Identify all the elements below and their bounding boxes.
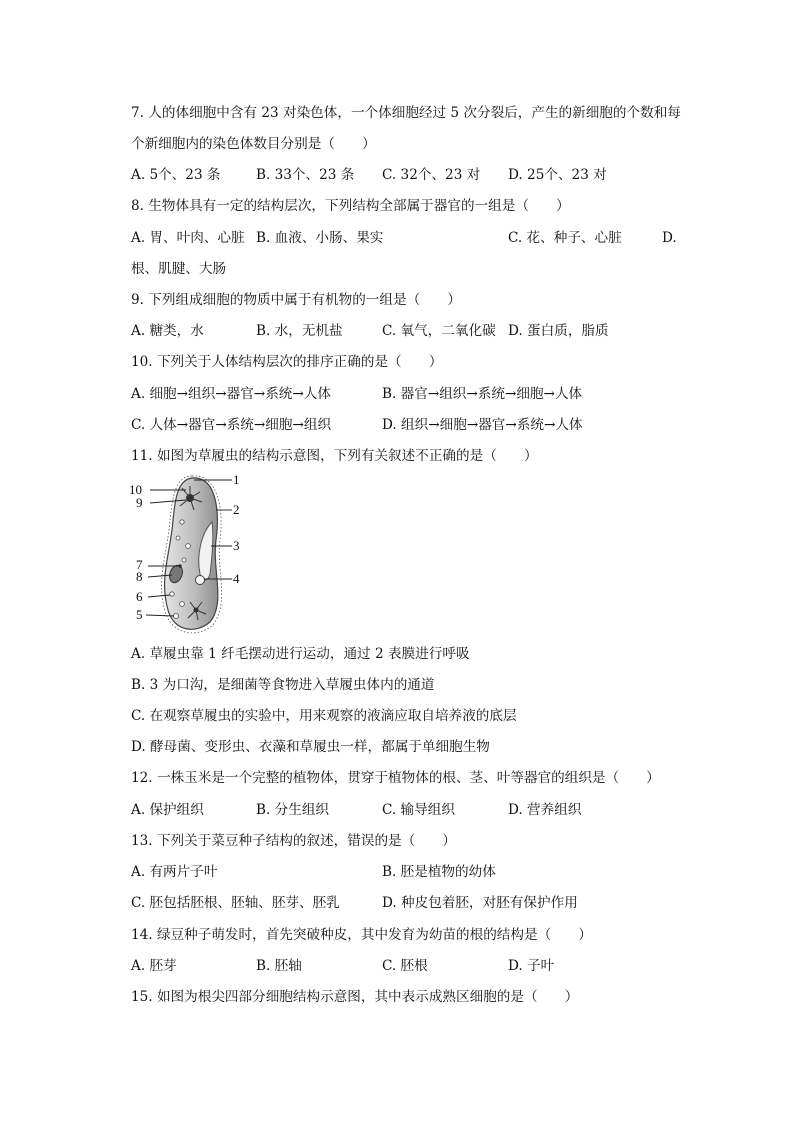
q14-stem: 14. 绿豆种子萌发时，首先突破种皮，其中发育为幼苗的根的结构是（ ） (131, 927, 592, 943)
q8-option-c: C. 花、种子、心脏 (508, 230, 622, 246)
q8-option-a: A. 胃、叶肉、心脏 (131, 230, 245, 246)
cytostome (196, 576, 205, 585)
q13-option-a: A. 有两片子叶 (131, 864, 218, 880)
micronucleus (178, 564, 181, 567)
q7-option-c: C. 32个、23 对 (382, 167, 481, 183)
q15-stem: 15. 如图为根尖四部分细胞结构示意图，其中表示成熟区细胞的是（ ） (131, 989, 579, 1005)
q13-option-c: C. 胚包括胚根、胚轴、胚芽、胚乳 (131, 895, 340, 911)
q9-stem: 9. 下列组成细胞的物质中属于有机物的一组是（ ） (131, 292, 461, 308)
figure-label-8: 8 (136, 569, 143, 584)
q9-option-d: D. 蛋白质，脂质 (508, 323, 609, 339)
q11-stem: 11. 如图为草履虫的结构示意图，下列有关叙述不正确的是（ ） (131, 448, 538, 464)
q9-option-b: B. 水，无机盐 (256, 323, 343, 339)
figure-label-3: 3 (233, 538, 240, 553)
q9-option-c: C. 氧气，二氧化碳 (382, 323, 496, 339)
q11-option-b: B. 3 为口沟，是细菌等食物进入草履虫体内的通道 (131, 677, 435, 693)
q8-option-d-continued: 根、肌腱、大肠 (131, 261, 227, 277)
q11-option-a: A. 草履虫靠 1 纤毛摆动进行运动，通过 2 表膜进行呼吸 (131, 646, 470, 662)
q7-option-b: B. 33个、23 条 (256, 167, 355, 183)
figure-label-6: 6 (136, 589, 143, 604)
q12-option-d: D. 营养组织 (508, 802, 582, 818)
figure-label-7: 7 (136, 557, 143, 572)
q14-option-b: B. 胚轴 (256, 958, 302, 974)
q14-option-a: A. 胚芽 (131, 958, 177, 974)
q12-option-a: A. 保护组织 (131, 802, 204, 818)
q12-option-b: B. 分生组织 (256, 802, 330, 818)
q11-option-d: D. 酵母菌、变形虫、衣藻和草履虫一样，都属于单细胞生物 (131, 739, 490, 755)
q12-stem: 12. 一株玉米是一个完整的植物体，贯穿于植物体的根、茎、叶等器官的组织是（ ） (131, 770, 660, 786)
figure-label-1: 1 (233, 472, 240, 487)
paramecium-figure (120, 470, 260, 640)
q10-option-c: C. 人体→器官→系统→细胞→组织 (131, 417, 332, 433)
q7-option-d: D. 25个、23 对 (508, 167, 607, 183)
q13-option-d: D. 种皮包着胚，对胚有保护作用 (382, 895, 578, 911)
q10-option-b: B. 器官→组织→系统→细胞→人体 (382, 386, 583, 402)
figure-label-10: 10 (129, 482, 142, 497)
q7-stem-line1: 7. 人的体细胞中含有 23 对染色体，一个体细胞经过 5 次分裂后，产生的新细胞的个数和每 (131, 105, 681, 121)
q14-option-c: C. 胚根 (382, 958, 428, 974)
q10-option-a: A. 细胞→组织→器官→系统→人体 (131, 386, 331, 402)
q9-option-a: A. 糖类，水 (131, 323, 204, 339)
q12-option-c: C. 输导组织 (382, 802, 455, 818)
figure-label-5: 5 (136, 607, 143, 622)
q8-option-b: B. 血液、小肠、果实 (256, 230, 384, 246)
q10-option-d: D. 组织→细胞→器官→系统→人体 (382, 417, 583, 433)
q8-option-d: D. (662, 230, 677, 246)
q7-stem-line2: 个新细胞内的染色体数目分别是（ ） (131, 136, 376, 152)
q11-option-c: C. 在观察草履虫的实验中，用来观察的液滴应取自培养液的底层 (131, 708, 517, 724)
q8-stem: 8. 生物体具有一定的结构层次，下列结构全部属于器官的一组是（ ） (131, 198, 570, 214)
figure-label-4: 4 (233, 571, 240, 586)
q10-stem: 10. 下列关于人体结构层次的排序正确的是（ ） (131, 354, 443, 370)
q13-stem: 13. 下列关于菜豆种子结构的叙述，错误的是（ ） (131, 833, 457, 849)
q13-option-b: B. 胚是植物的幼体 (382, 864, 496, 880)
q7-option-a: A. 5个、23 条 (131, 167, 221, 183)
q14-option-d: D. 子叶 (508, 958, 555, 974)
figure-label-9: 9 (136, 495, 143, 510)
figure-label-2: 2 (233, 502, 240, 517)
